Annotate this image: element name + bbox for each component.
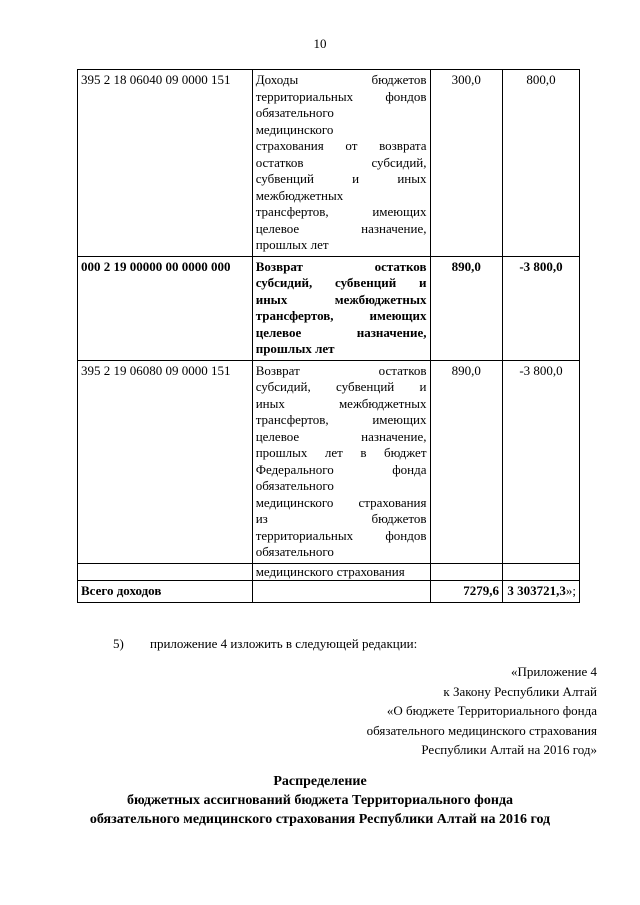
total-label: Всего доходов (78, 581, 253, 603)
empty-cell (78, 563, 253, 581)
row-name-line: медицинского (255, 121, 334, 137)
title-line: обязательного медицинского страхования Республики Алтай на 2016 год (89, 812, 551, 827)
row-name (252, 360, 430, 563)
row-name-line: Федерального фонда (255, 461, 427, 477)
appendix-header-line: «О бюджете Территориального фонда (386, 703, 597, 718)
row-name-continuation: медицинского страхования (252, 563, 430, 581)
paragraph-number: 5) (113, 636, 124, 651)
paragraph-text: приложение 4 изложить в следующей редакции: (150, 636, 418, 651)
row-name-line: обязательного (255, 478, 334, 493)
row-name (252, 70, 430, 257)
value-2016: 890,0 (430, 256, 503, 360)
budget-code: 000 2 19 00000 00 0000 000 (78, 256, 253, 360)
row-name-line: обязательного (255, 544, 334, 559)
row-name-line: трансфертов, имеющих (255, 308, 427, 323)
empty-cell (430, 563, 503, 581)
value-change: -3 800,0 (503, 360, 580, 563)
value-2016: 300,0 (430, 70, 503, 257)
title-line: бюджетных ассигнований бюджета Территориального фонда (126, 793, 514, 808)
row-name-line: иных межбюджетных (255, 395, 427, 411)
appendix-header-line: к Закону Республики Алтай (443, 683, 597, 699)
empty-cell (252, 581, 430, 603)
row-name (252, 256, 430, 360)
total-row (78, 581, 580, 603)
row-name-line: обязательного (255, 105, 334, 120)
budget-table (77, 69, 580, 603)
row-name-line: субсидий, субвенций и (255, 379, 427, 394)
budget-code: 395 2 18 06040 09 0000 151 (78, 70, 253, 257)
row-name-line: из бюджетов (255, 511, 427, 526)
budget-code: 395 2 19 06080 09 0000 151 (78, 360, 253, 563)
row-name-line: остатков субсидий, (255, 154, 427, 170)
row-name-line: субвенций и иных (255, 171, 427, 186)
value-change: -3 800,0 (503, 256, 580, 360)
value-2016: 890,0 (430, 360, 503, 563)
table-row-continuation (78, 563, 580, 581)
row-name-line: территориальных фондов (255, 88, 427, 104)
row-name-line: прошлых лет в бюджет (255, 445, 427, 460)
paragraph-5 (113, 636, 417, 652)
row-name-line: Возврат остатков (255, 362, 427, 378)
empty-cell (503, 563, 580, 581)
title-line: Распределение (273, 774, 367, 789)
value-change: 800,0 (503, 70, 580, 257)
total-value-change (503, 581, 580, 603)
row-name-line: страхования от возврата (255, 138, 427, 153)
row-name-line: трансфертов, имеющих (255, 412, 427, 427)
row-name-line: межбюджетных (255, 187, 344, 203)
row-name-line: целевое назначение, (255, 324, 427, 340)
page-number: 10 (313, 36, 327, 51)
row-name-line: трансфертов, имеющих (255, 204, 427, 219)
total-value: 3 303721,3 (507, 583, 566, 598)
table-row (78, 70, 580, 257)
row-name-line: Возврат остатков (255, 258, 427, 274)
row-name-line: прошлых лет (255, 341, 335, 356)
quote-suffix: »; (565, 583, 576, 598)
appendix-header-line: «Приложение 4 (510, 664, 597, 679)
appendix-header-line: Республики Алтай на 2016 год» (421, 742, 597, 757)
appendix-header-line: обязательного медицинского страхования (366, 722, 597, 738)
row-name-line: целевое назначение, (255, 220, 427, 236)
row-name-line: прошлых лет (255, 237, 329, 252)
row-name-line: целевое назначение, (255, 428, 427, 444)
row-name-line: медицинского страхования (255, 494, 427, 510)
row-name-line: территориальных фондов (255, 527, 427, 543)
row-name-line: субсидий, субвенций и (255, 275, 427, 290)
total-value-2016: 7279,6 (430, 581, 503, 603)
document-title (0, 772, 640, 829)
table-row (78, 360, 580, 563)
row-name-line: Доходы бюджетов (255, 72, 427, 87)
row-name-line: иных межбюджетных (255, 291, 427, 307)
appendix-header (367, 662, 597, 760)
table-row (78, 256, 580, 360)
